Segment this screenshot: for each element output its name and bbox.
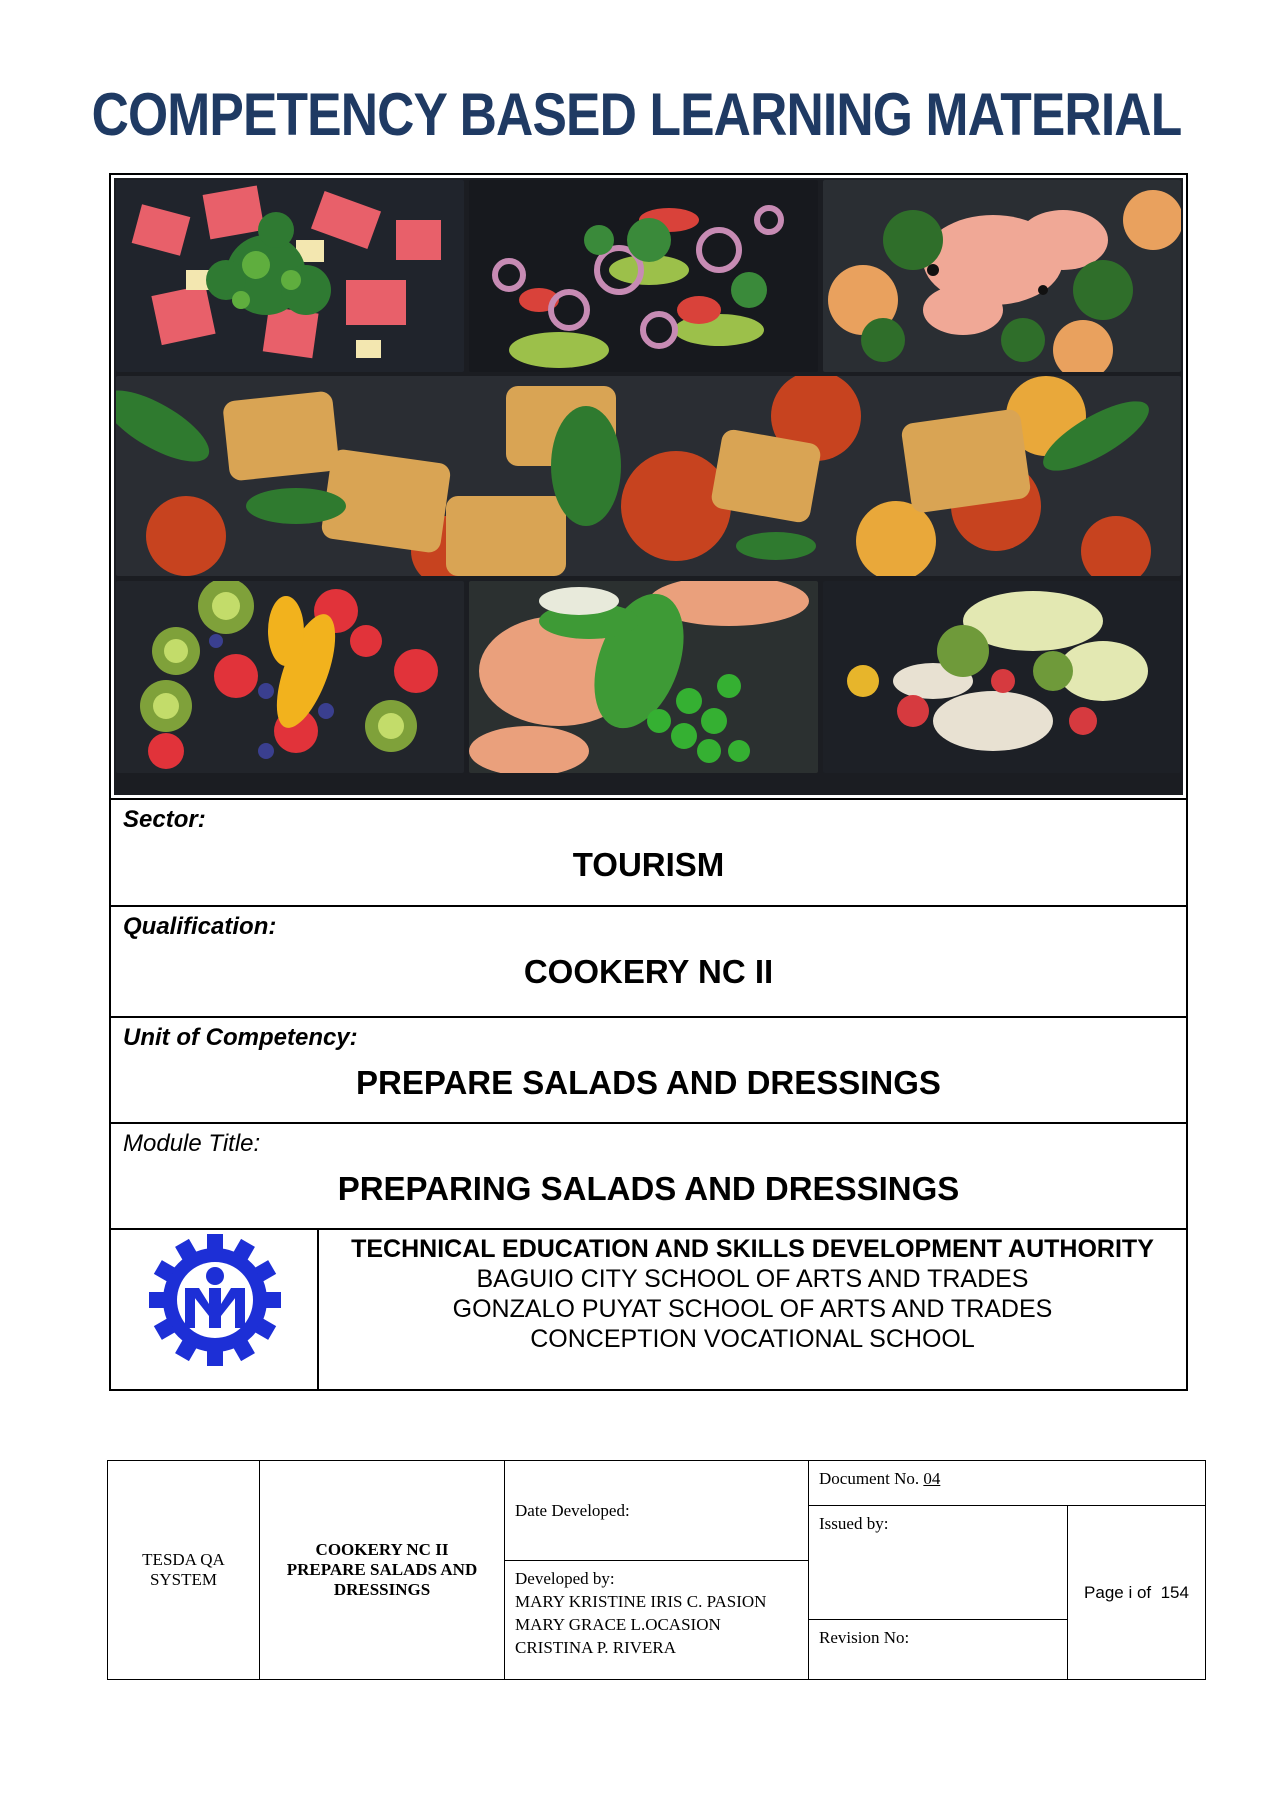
fruit-kiwi-strawberry-salad-photo (116, 581, 464, 773)
developed-by-cell (505, 1561, 809, 1680)
strawberry-cheese-salad-photo (823, 581, 1181, 773)
cover-frame (109, 173, 1188, 1391)
developed-by-label: Developed by: (515, 1569, 615, 1589)
document-title: COMPETENCY BASED LEARNING MATERIAL (91, 81, 1182, 148)
tesda-gear-logo (145, 1230, 285, 1370)
qa-system-cell (108, 1461, 260, 1680)
logo-cell (111, 1230, 319, 1391)
school-name: GONZALO PUYAT SCHOOL OF ARTS AND TRADES (452, 1295, 1053, 1323)
unit-of-competency-value: PREPARE SALADS AND DRESSINGS (356, 1064, 941, 1101)
module-title-label: Module Title: (123, 1130, 261, 1157)
issued-by-label: Issued by: (819, 1514, 889, 1534)
module-title-value: PREPARING SALADS AND DRESSINGS (337, 1170, 960, 1207)
page-label: Page i of (1084, 1582, 1152, 1602)
org-heading: TECHNICAL EDUCATION AND SKILLS DEVELOPMENT AUTHORITY (351, 1235, 1154, 1263)
document-control-footer (107, 1460, 1206, 1680)
issued-by-cell (809, 1506, 1068, 1620)
school-name: BAGUIO CITY SCHOOL OF ARTS AND TRADES (476, 1265, 1029, 1293)
salad-photo-collage (114, 178, 1183, 795)
document-no-cell (809, 1461, 1206, 1506)
smoked-salmon-pea-salad-photo (469, 581, 818, 773)
developer-name: MARY GRACE L.OCASION (515, 1615, 721, 1635)
sector-label: Sector: (123, 806, 206, 833)
revision-no-label: Revision No: (819, 1627, 910, 1647)
school-name: CONCEPTION VOCATIONAL SCHOOL (530, 1325, 975, 1353)
qualification-label: Qualification: (123, 913, 277, 940)
course-line: DRESSINGS (333, 1580, 431, 1599)
document-no-label: Document No. (819, 1469, 920, 1488)
prosciutto-arugula-salad-photo (823, 180, 1181, 372)
watermelon-salad-photo (116, 180, 464, 372)
qualification-value: COOKERY NC II (523, 953, 774, 990)
qa-system-line: SYSTEM (149, 1570, 218, 1589)
date-developed-cell (505, 1461, 809, 1561)
course-line: COOKERY NC II (315, 1540, 449, 1559)
sector-value: TOURISM (572, 846, 725, 883)
course-line: PREPARE SALADS AND (286, 1560, 478, 1579)
unit-of-competency-label: Unit of Competency: (123, 1024, 358, 1051)
course-cell (260, 1461, 505, 1680)
page-number-cell (1068, 1506, 1206, 1680)
developer-name: MARY KRISTINE IRIS C. PASION (515, 1592, 767, 1612)
unit-of-competency-row (111, 1016, 1186, 1122)
developer-name: CRISTINA P. RIVERA (515, 1638, 677, 1658)
onion-avocado-salad-photo (469, 180, 818, 372)
organization-text (319, 1234, 1186, 1354)
revision-no-cell (809, 1619, 1068, 1679)
document-no-value: 04 (923, 1469, 941, 1488)
qualification-row (111, 905, 1186, 1016)
qa-system-line: TESDA QA (142, 1550, 225, 1569)
module-title-row (111, 1122, 1186, 1228)
page-total: 154 (1160, 1582, 1189, 1602)
sector-row (111, 798, 1186, 905)
organization-row (111, 1228, 1186, 1391)
panzanella-crouton-tomato-salad-photo (116, 376, 1181, 576)
date-developed-label: Date Developed: (515, 1500, 630, 1520)
